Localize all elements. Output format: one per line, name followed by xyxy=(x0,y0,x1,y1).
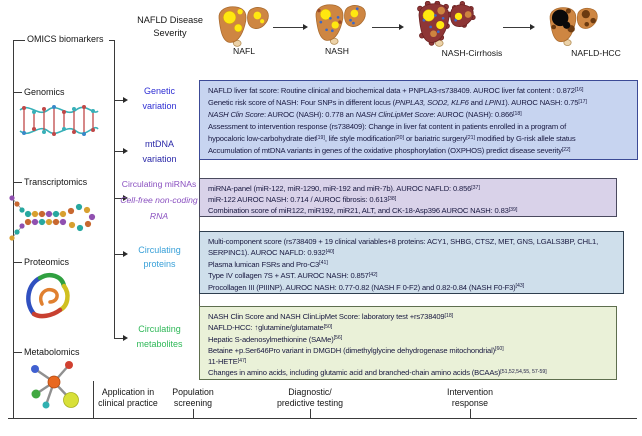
box-line: miR-122 AUROC NASH: 0.714 / AUROC fibrosis: 0.613[38] xyxy=(208,195,397,204)
category-circulating-proteins xyxy=(122,243,197,271)
footer-divider-line xyxy=(93,381,94,419)
axis-tick xyxy=(470,409,471,418)
box-line: Plasma lumican FSRs and Pro-C3[41] xyxy=(208,259,328,269)
box-line: Genetic risk score of NASH: Four SNPs in different locus (PNPLA3, SOD2, KLF6 and LPIN1). AUROC NASH: 0.75[17] xyxy=(208,98,587,107)
stage-label-nafld-hcc: NAFLD-HCC xyxy=(571,48,621,58)
category-line: proteins xyxy=(143,259,176,269)
category-line: variation xyxy=(142,101,177,111)
liver-nafld-hcc-icon xyxy=(545,5,601,49)
progression-arrow xyxy=(273,27,303,28)
dna-icon xyxy=(16,100,100,142)
mirna-box xyxy=(199,178,617,217)
box-line: NAFLD-HCC: ↑glutamine/glutamate[50] xyxy=(208,323,333,333)
axis-label-line: Application in xyxy=(101,387,155,397)
category-genetic-variation xyxy=(122,84,197,114)
sidebar-item-proteomics: Proteomics xyxy=(24,257,70,267)
axis-tick xyxy=(310,409,311,418)
progression-arrowhead xyxy=(303,24,308,30)
axis-label-application xyxy=(96,387,160,409)
category-line: metabolites xyxy=(136,339,183,349)
category-line: Circulating xyxy=(138,245,181,255)
box-line: Multi-component score (rs738409 + 19 clinical variables+8 proteins: ACY1, SHBG, CTSZ, MET, GNS, LGALS3BP, CHL1, xyxy=(208,237,599,246)
category-line: Circulating miRNAs xyxy=(121,179,197,189)
category-line: mtDNA xyxy=(145,139,174,149)
sidebar-item-metabolomics: Metabolomics xyxy=(24,347,80,357)
rna-icon xyxy=(8,190,108,242)
proteins-box xyxy=(199,231,624,294)
progression-arrowhead xyxy=(530,24,535,30)
box-line: Type IV collagen 7S + AST. AUROC NASH: 0.857[42] xyxy=(208,271,378,281)
axis-stage-line: screening xyxy=(173,398,213,408)
molecule-icon xyxy=(26,358,82,414)
box-line: Hepatic S-adenosylmethionine (SAMe)[56] xyxy=(208,334,343,344)
box-line: Combination score of miR122, miR192, miR21, ALT, and CK-18-Asp396 AUROC NASH: 0.83[39] xyxy=(208,206,518,215)
category-mtdna-variation xyxy=(122,137,197,167)
category-line: Circulating xyxy=(138,324,181,334)
progression-arrow xyxy=(503,27,530,28)
genetic-variation-box xyxy=(199,80,638,160)
category-line: Genetic xyxy=(143,86,176,96)
box-line: Betaine +p.Ser646Pro variant in DMGDH (dimethylglycine dehydrogenase mitochondrial)[60] xyxy=(208,345,504,355)
branch-line xyxy=(13,182,22,183)
axis-tick xyxy=(193,409,194,418)
box-line: Assessment to intervention response (rs738409): Change in liver fat content in patients enrolled in a program of xyxy=(208,122,567,131)
category-circulating-metabolites xyxy=(122,322,197,352)
stage-label-nash: NASH xyxy=(325,46,349,56)
progression-arrow xyxy=(372,27,399,28)
category-line: variation xyxy=(142,154,177,164)
axis-stage-line: Population xyxy=(172,387,214,397)
box-line: NAFLD liver fat score: Routine clinical and biochemical data + PNPLA3-rs738409. AUROC liver fat content : 0.872[16] xyxy=(208,86,584,95)
axis-stage-line: Intervention xyxy=(447,387,493,397)
axis-stage-line: Diagnostic/ xyxy=(288,387,332,397)
box-line: hypocaloric low-carbohydrate diet[19], life style modification[20] or bariatric surgery[21] modified by G-risk allele status xyxy=(208,134,576,143)
liver-nafl-icon xyxy=(214,4,272,50)
sidebar-item-genomics: Genomics xyxy=(24,87,65,97)
axis-stage-population-screening xyxy=(163,387,223,409)
bottom-axis-line xyxy=(8,418,637,419)
axis-stage-line: predictive testing xyxy=(276,398,343,408)
liver-nash-icon xyxy=(311,2,369,48)
box-line: NASH Clin Score and NASH ClinLipMet Score: laboratory test +rs738409[18] xyxy=(208,312,454,321)
axis-stage-line: response xyxy=(451,398,489,408)
liver-nash-cirrhosis-icon xyxy=(414,1,478,51)
omics-biomarkers-label: OMICS biomarkers xyxy=(27,34,104,44)
metabolites-box xyxy=(199,306,617,380)
category-circulating-mirnas xyxy=(118,176,200,224)
axis-label-line: clinical practice xyxy=(98,398,158,408)
box-line: miRNA-panel (miR-122, miR-1290, miR-192 and miR-7b). AUROC NAFLD: 0.856[37] xyxy=(208,184,480,193)
protein-icon xyxy=(22,268,82,324)
branch-line xyxy=(13,262,22,263)
box-line: NASH Clin Score: AUROC (NASH): 0.778 an NASH ClinLipMet Score: AUROC (NASH): 0.866[18] xyxy=(208,110,522,119)
category-spine-line xyxy=(114,40,115,338)
severity-line-2: Severity xyxy=(153,28,187,38)
branch-line xyxy=(13,92,22,93)
severity-line-1: NAFLD Disease xyxy=(137,15,203,25)
box-line: SERPINC1). AUROC NAFLD: 0.932[40] xyxy=(208,248,335,258)
box-line: Changes in amino acids, including glutamic acid and branched-chain amino acids (BCAAs)[51,52,54,55, 57-59] xyxy=(208,368,547,378)
stage-label-nafl: NAFL xyxy=(233,46,255,56)
stage-label-nash-cirrhosis: NASH-Cirrhosis xyxy=(441,48,503,58)
category-line: RNA xyxy=(149,211,169,221)
axis-stage-diagnostic-predictive xyxy=(266,387,354,409)
box-line: Procollagen III (PIIINP). AUROC NASH: 0.77-0.82 (NASH F 0-F2) and 0.82-0.84 (NASH F0-F3)[43] xyxy=(208,282,525,292)
progression-arrowhead xyxy=(399,24,404,30)
bracket-line xyxy=(13,40,25,41)
nafld-disease-severity-label xyxy=(133,14,207,40)
sidebar-item-transcriptomics: Transcriptomics xyxy=(24,177,88,187)
axis-stage-intervention-response xyxy=(432,387,508,409)
box-line: 11-HETE[47] xyxy=(208,357,247,367)
category-line: Cell-free non-coding xyxy=(120,195,198,205)
branch-line xyxy=(13,352,22,353)
box-line: Accumulation of mtDNA variants in genes of the oxidative phosphorylation (OXPHOS) predict disease severity[22] xyxy=(208,146,571,155)
